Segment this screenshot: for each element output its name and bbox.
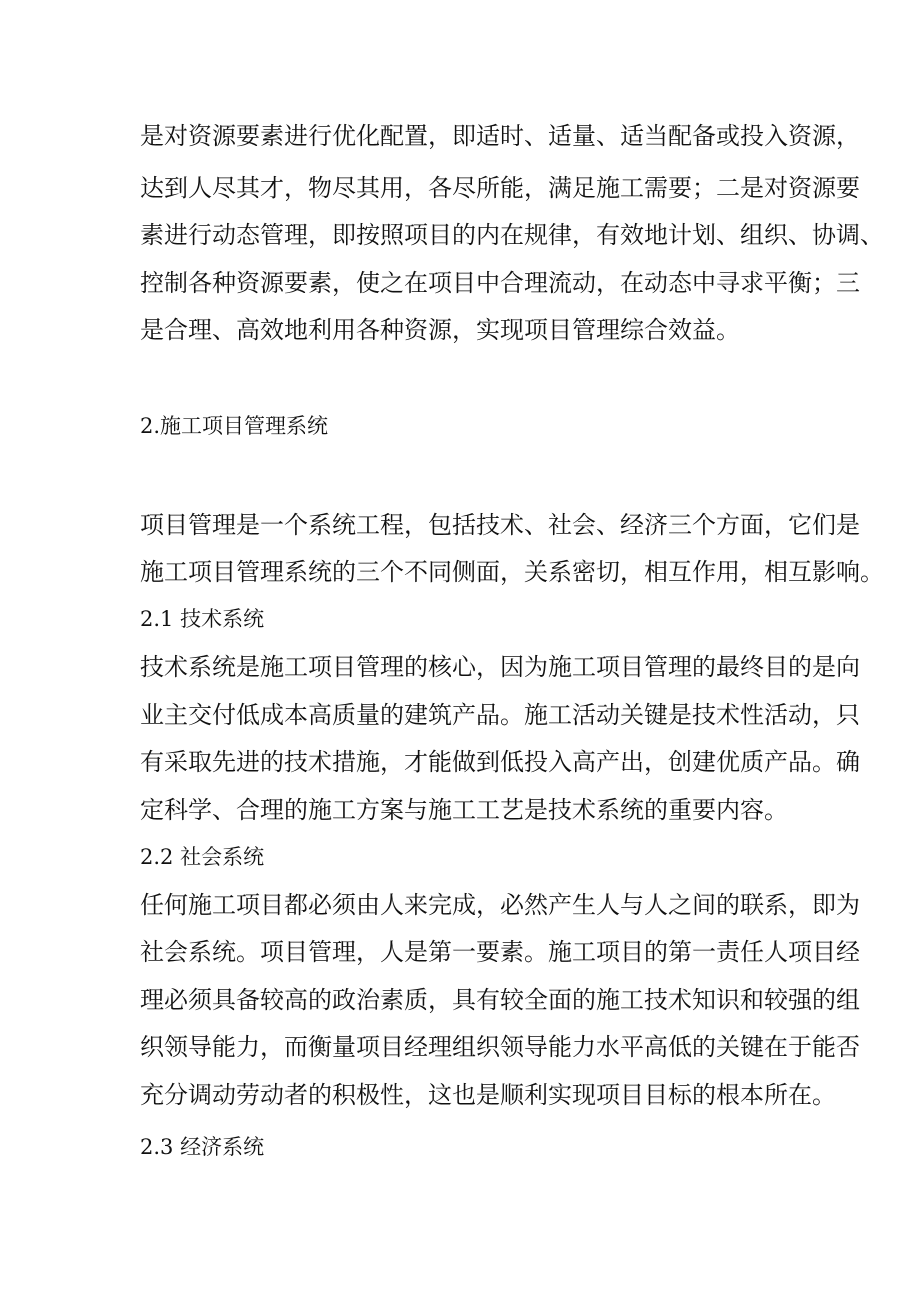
section-heading-2-1: 2.1 技术系统 [140,607,265,631]
section-heading-2-3: 2.3 经济系统 [140,1135,265,1159]
text-line: 是对资源要素进行优化配置，即适时、适量、适当配备或投入资源， [140,122,860,150]
text-line: 项目管理是一个系统工程，包括技术、社会、经济三个方面，它们是 [140,511,860,539]
text-line: 任何施工项目都必须由人来完成，必然产生人与人之间的联系，即为 [140,891,860,919]
text-line: 定科学、合理的施工方案与施工工艺是技术系统的重要内容。 [140,796,788,824]
text-line: 充分调动劳动者的积极性，这也是顺利实现项目目标的根本所在。 [140,1081,836,1109]
text-line: 有采取先进的技术措施，才能做到低投入高产出，创建优质产品。确 [140,748,860,776]
section-heading-2-2: 2.2 社会系统 [140,845,265,869]
text-line: 技术系统是施工项目管理的核心，因为施工项目管理的最终目的是向 [140,653,860,681]
text-line: 是合理、高效地利用各种资源，实现项目管理综合效益。 [140,316,740,344]
text-line: 素进行动态管理，即按照项目的内在规律，有效地计划、组织、协调、 [140,221,884,249]
text-line: 业主交付低成本高质量的建筑产品。施工活动关键是技术性活动，只 [140,701,860,729]
text-line: 达到人尽其才，物尽其用，各尽所能，满足施工需要；二是对资源要 [140,174,860,202]
text-line: 控制各种资源要素，使之在项目中合理流动，在动态中寻求平衡；三 [140,269,860,297]
text-line: 织领导能力，而衡量项目经理组织领导能力水平高低的关键在于能否 [140,1033,860,1061]
section-heading-2: 2.施工项目管理系统 [140,414,329,438]
text-line: 施工项目管理系统的三个不同侧面，关系密切，相互作用，相互影响。 [140,558,884,586]
text-line: 社会系统。项目管理，人是第一要素。施工项目的第一责任人项目经 [140,938,860,966]
text-line: 理必须具备较高的政治素质，具有较全面的施工技术知识和较强的组 [140,986,860,1014]
